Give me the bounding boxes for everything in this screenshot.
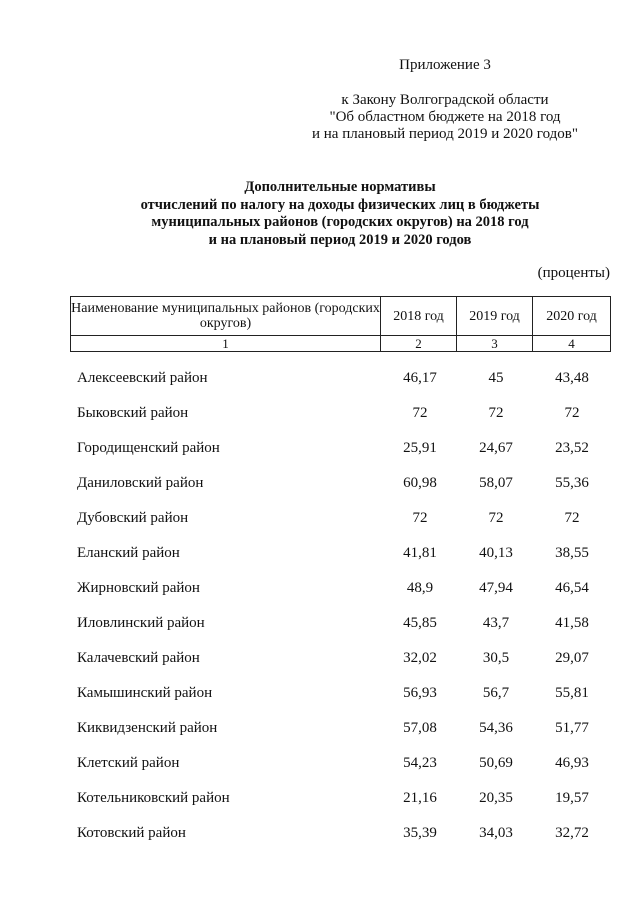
district-name: Калачевский район	[77, 650, 200, 666]
value-2019: 43,7	[482, 615, 510, 631]
value-2019: 24,67	[479, 440, 513, 456]
table-row	[70, 681, 610, 716]
district-name: Клетский район	[77, 755, 180, 771]
law-reference-line: и на плановый период 2019 и 2020 годов"	[312, 126, 578, 142]
title-line: и на плановый период 2019 и 2020 годов	[208, 231, 472, 248]
value-2019: 30,5	[482, 650, 510, 666]
table-row	[70, 646, 610, 681]
title-line: отчислений по налогу на доходы физических лиц в бюджеты	[140, 196, 540, 213]
law-reference	[280, 92, 610, 143]
table-row	[70, 541, 610, 576]
table-header	[70, 296, 611, 352]
law-reference-line: к Закону Волгоградской области	[341, 92, 549, 108]
value-2019: 20,35	[479, 790, 513, 806]
value-2020: 46,54	[555, 580, 589, 596]
table-row	[70, 716, 610, 751]
value-2018: 72	[412, 510, 428, 526]
value-2019: 58,07	[479, 475, 513, 491]
value-2018: 21,16	[403, 790, 437, 806]
value-2018: 48,9	[406, 580, 434, 596]
value-2019: 72	[488, 510, 504, 526]
table-row	[70, 506, 610, 541]
table-row	[70, 401, 610, 436]
table-row	[70, 611, 610, 646]
value-2018: 46,17	[403, 370, 437, 386]
district-name: Котовский район	[77, 825, 186, 841]
value-2020: 43,48	[555, 370, 589, 386]
district-name: Котельниковский район	[77, 790, 230, 806]
district-name: Жирновский район	[77, 580, 200, 596]
value-2018: 56,93	[403, 685, 437, 701]
value-2019: 50,69	[479, 755, 513, 771]
value-2018: 72	[412, 405, 428, 421]
value-2020: 41,58	[555, 615, 589, 631]
value-2020: 55,36	[555, 475, 589, 491]
value-2019: 54,36	[479, 720, 513, 736]
value-2018: 45,85	[403, 615, 437, 631]
document-title	[70, 179, 610, 249]
district-name: Киквидзенский район	[77, 720, 218, 736]
table-body	[70, 366, 610, 856]
value-2020: 38,55	[555, 545, 589, 561]
value-2020: 29,07	[555, 650, 589, 666]
law-reference-line: "Об областном бюджете на 2018 год	[329, 109, 561, 125]
column-number: 1	[71, 336, 381, 352]
value-2020: 19,57	[555, 790, 589, 806]
value-2020: 55,81	[555, 685, 589, 701]
value-2019: 56,7	[482, 685, 510, 701]
appendix-label: Приложение 3	[399, 57, 491, 73]
column-number: 4	[533, 336, 611, 352]
table-row	[70, 786, 610, 821]
header-2018: 2018 год	[381, 297, 457, 336]
value-2020: 23,52	[555, 440, 589, 456]
district-name: Алексеевский район	[77, 370, 208, 386]
table-row	[70, 471, 610, 506]
table-row	[70, 751, 610, 786]
column-number: 2	[381, 336, 457, 352]
table-row	[70, 576, 610, 611]
district-name: Камышинский район	[77, 685, 213, 701]
value-2019: 72	[488, 405, 504, 421]
value-2019: 40,13	[479, 545, 513, 561]
value-2018: 32,02	[403, 650, 437, 666]
table-row	[70, 436, 610, 471]
header-2019: 2019 год	[457, 297, 533, 336]
unit-label: (проценты)	[537, 265, 610, 281]
table-row	[70, 366, 610, 401]
district-name: Быковский район	[77, 405, 189, 421]
value-2018: 41,81	[403, 545, 437, 561]
district-name: Иловлинский район	[77, 615, 205, 631]
title-line: муниципальных районов (городских округов) на 2018 год	[151, 214, 529, 230]
value-2018: 25,91	[403, 440, 437, 456]
title-line: Дополнительные нормативы	[244, 179, 436, 195]
district-name: Еланский район	[77, 545, 180, 561]
value-2020: 72	[564, 405, 580, 421]
value-2018: 60,98	[403, 475, 437, 491]
value-2019: 45	[488, 370, 504, 386]
value-2020: 51,77	[555, 720, 589, 736]
value-2020: 32,72	[555, 825, 589, 841]
value-2019: 34,03	[479, 825, 513, 841]
header-name: Наименование муниципальных районов (городских округов)	[71, 297, 381, 336]
value-2020: 72	[564, 510, 580, 526]
value-2018: 54,23	[403, 755, 437, 771]
district-name: Городищенский район	[77, 440, 220, 456]
table-row	[70, 821, 610, 856]
district-name: Дубовский район	[77, 510, 189, 526]
header-2020: 2020 год	[533, 297, 611, 336]
district-name: Даниловский район	[77, 475, 204, 491]
value-2018: 57,08	[403, 720, 437, 736]
value-2020: 46,93	[555, 755, 589, 771]
value-2019: 47,94	[479, 580, 513, 596]
value-2018: 35,39	[403, 825, 437, 841]
column-number: 3	[457, 336, 533, 352]
